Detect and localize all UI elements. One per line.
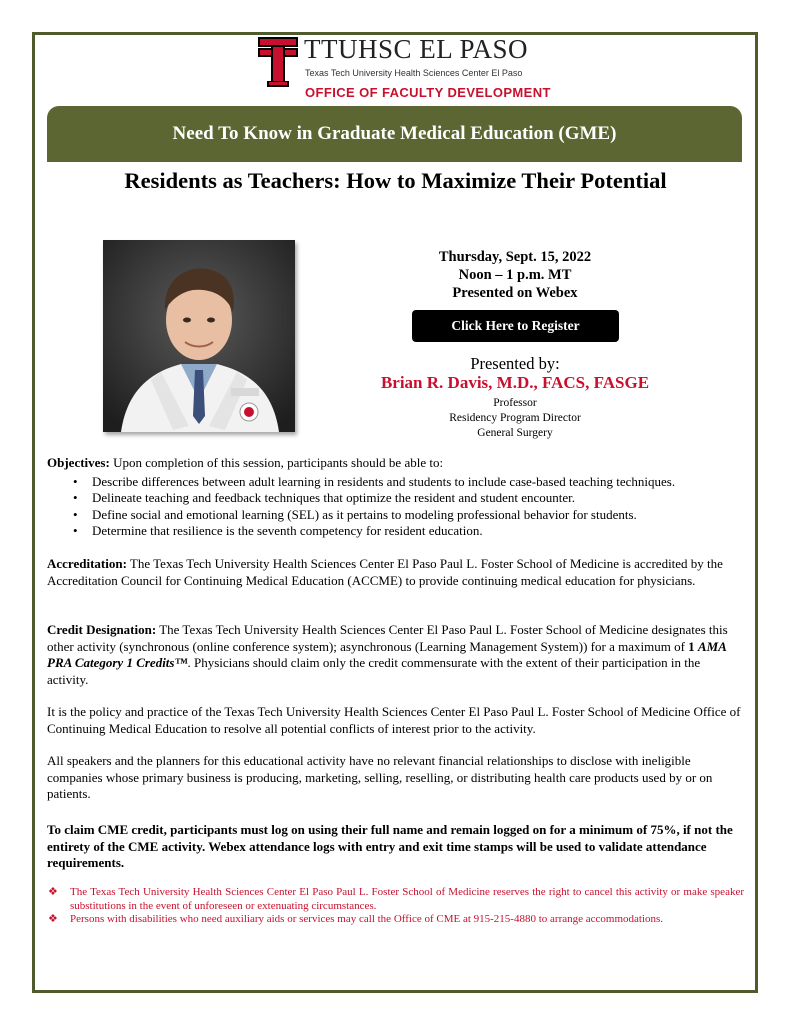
event-date: Thursday, Sept. 15, 2022 xyxy=(438,249,592,265)
credit-heading: Credit Designation: xyxy=(47,622,157,637)
register-button[interactable]: Click Here to Register xyxy=(412,310,619,342)
accreditation-section xyxy=(47,556,742,589)
presenter-photo xyxy=(103,240,295,432)
credit-text-before: The Texas Tech University Health Sciences Center El Paso Paul L. Foster School of Medicine designates this other activity (synchronous (online conference system); asynchronous (Learning Management System)) for a maximum of xyxy=(47,622,728,654)
notice-item xyxy=(47,913,744,927)
notice-text: Persons with disabilities who need auxiliary aids or services may call the Office of CME at 915-215-4880 to arrange accommodations. xyxy=(70,913,664,925)
objective-item: • Describe differences between adult learning in residents and students to include case-based teaching techniques. xyxy=(92,474,742,491)
credit-name: AMA PRA Category 1 Credits™ xyxy=(47,638,727,670)
presenter-portrait-icon xyxy=(103,240,295,432)
double-t-logo-icon xyxy=(258,37,298,87)
objective-item: • Delineate teaching and feedback techniques that optimize the resident and student encounter. xyxy=(92,490,742,507)
objectives-list xyxy=(47,474,742,540)
page-title: Residents as Teachers: How to Maximize Their Potential xyxy=(124,168,667,193)
banner-text: Need To Know in Graduate Medical Education (GME) xyxy=(172,123,617,144)
diamond-bullet-icon: ❖ xyxy=(48,913,58,925)
policy-paragraph: It is the policy and practice of the Texas Tech University Health Sciences Center El Paso Paul L. Foster School of Medicine Office of Continuing Medical Education to resolve all potential conflicts of interest prior to the activity. xyxy=(47,704,741,736)
org-name: TTUHSC EL PASO xyxy=(304,34,529,64)
notice-item xyxy=(47,886,744,913)
presented-by-label: Presented by: xyxy=(470,354,560,373)
objectives-intro: Upon completion of this session, participants should be able to: xyxy=(109,455,444,470)
series-banner xyxy=(47,106,742,162)
event-time: Noon – 1 p.m. MT xyxy=(458,267,572,283)
objective-item: • Determine that resilience is the seventh competency for resident education. xyxy=(92,523,742,540)
accreditation-text: The Texas Tech University Health Sciences Center El Paso Paul L. Foster School of Medicine is accredited by the Accreditation Council for Continuing Medical Education (ACCME) to provide continuing medical education for physicians. xyxy=(47,556,723,588)
notice-text: The Texas Tech University Health Sciences Center El Paso Paul L. Foster School of Medicine reserves the right to cancel this activity or make speaker substitutions in the event of unforeseen or extenuating circumstances. xyxy=(70,886,744,912)
presenter-role: Residency Program Director xyxy=(449,412,581,424)
presenter-roles xyxy=(390,396,640,441)
speakers-paragraph: All speakers and the planners for this educational activity have no relevant financial relationships to disclose with ineligible companies whose primary business is producing, marketing, selling, reselling, or distributing health care products used by or on patients. xyxy=(47,753,713,801)
presenter-role: Professor xyxy=(493,397,537,409)
presenter-name: Brian R. Davis, M.D., FACS, FASGE xyxy=(380,373,650,392)
credit-amount: 1 xyxy=(688,638,698,654)
credit-section xyxy=(47,622,742,688)
diamond-bullet-icon: ❖ xyxy=(48,886,58,898)
claim-paragraph: To claim CME credit, participants must log on using their full name and remain logged on for a minimum of 75%, if not the entirety of the CME activity. Webex attendance logs with entry and exit time stamps will be used to validate attendance requirements. xyxy=(47,822,733,870)
notices-list xyxy=(47,886,744,927)
accreditation-heading: Accreditation: xyxy=(47,556,127,571)
objectives-section xyxy=(47,455,742,540)
event-venue: Presented on Webex xyxy=(452,285,578,301)
department-name: OFFICE OF FACULTY DEVELOPMENT xyxy=(305,85,551,100)
ttuhsc-logo xyxy=(258,34,551,103)
objective-item: • Define social and emotional learning (SEL) as it pertains to modeling professional behavior for students. xyxy=(92,507,742,524)
event-details xyxy=(390,248,640,302)
presenter-role: General Surgery xyxy=(477,427,553,439)
credit-text-after: . Physicians should claim only the credit commensurate with the extent of their participation in the activity. xyxy=(47,655,701,687)
objectives-heading: Objectives: xyxy=(47,455,110,470)
org-subtitle: Texas Tech University Health Sciences Center El Paso xyxy=(305,68,523,78)
